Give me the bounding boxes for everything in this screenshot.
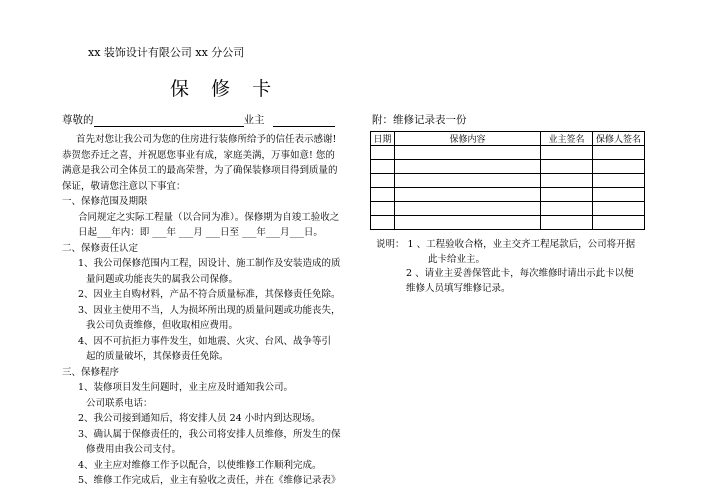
greeting-owner-suffix: 业主 xyxy=(243,114,265,126)
section-line: 5、维修工作完成后，业主有验收之责任，并在《维修记录表》 xyxy=(78,475,341,486)
warranty-body xyxy=(62,132,362,489)
company-name: xx 装饰设计有限公司 xx 分公司 xyxy=(88,46,245,59)
table-row xyxy=(371,188,645,202)
section-line: 4、业主应对维修工作予以配合，以使维修工作顺利完成。 xyxy=(78,459,322,471)
column-header-content: 保修内容 xyxy=(395,132,541,146)
section-heading: 一、保修范围及期限 xyxy=(62,196,148,207)
note-line: 说明： 1 、工程验收合格，业主交齐工程尾款后，公司将开据 xyxy=(376,239,636,250)
owner-name-blank xyxy=(94,114,244,127)
section-line: 公司联系电话： xyxy=(86,397,153,409)
notes-section xyxy=(376,238,635,296)
greeting-line xyxy=(62,112,335,127)
section-line: 2、我公司接到通知后，将安排人员 24 小时内到达现场。 xyxy=(78,413,321,424)
table-row xyxy=(371,216,645,230)
table-header-row xyxy=(371,132,645,146)
note-line: 维修人员填写维修记录。 xyxy=(406,282,511,294)
table-row xyxy=(371,146,645,160)
intro-line: 首先对您让我公司为您的住房进行装修所给予的信任表示感谢! xyxy=(76,134,337,145)
section-line: 3、因业主使用不当，人为损坏所出现的质量问题或功能丧失， xyxy=(78,304,341,316)
section-line: 量问题或功能丧失的属我公司保修。 xyxy=(86,273,239,285)
owner-extra-blank xyxy=(273,114,335,127)
intro-line: 恭贺您乔迁之喜，并祝愿您事业有成，家庭美满，万事如意! 您的 xyxy=(62,149,335,161)
section-line: 起的质量破坏，其保修责任免除。 xyxy=(86,351,229,362)
section-line: 4、因不可抗拒力事件发生，如地震、火灾、台风、战争等引 xyxy=(78,335,332,347)
intro-line: 满意是我公司全体员工的最高荣誉，为了确保装修项目得到质量的 xyxy=(62,165,338,176)
greeting-prefix: 尊敬的 xyxy=(62,114,94,126)
section-line: 日起___年内：即 ___年 ___月 ___日至 ___年___月___日。 xyxy=(78,227,323,238)
section-line: 2、因业主自购材料，产品不符合质量标准，其保修责任免除。 xyxy=(78,289,341,300)
intro-line: 保证，敬请您注意以下事宜： xyxy=(62,180,186,192)
column-header-repairer-signature: 保修人签名 xyxy=(593,132,645,146)
table-row xyxy=(371,174,645,188)
section-heading: 二、保修责任认定 xyxy=(62,242,139,254)
section-line: 1、装修项目发生问题时，业主应及时通知我公司。 xyxy=(78,382,294,393)
attachment-label: 附：维修记录表一份 xyxy=(372,114,467,126)
section-line: 合同规定之实际工程量（以合同为准）。保修期为自竣工验收之 xyxy=(78,211,340,223)
column-header-date: 日期 xyxy=(371,132,395,146)
section-heading: 三、保修程序 xyxy=(62,366,120,378)
section-line: 1、我公司保修范围内工程，因设计、施工制作及安装造成的质 xyxy=(78,258,341,269)
column-header-owner-signature: 业主签名 xyxy=(541,132,593,146)
table-row xyxy=(371,202,645,216)
table-row xyxy=(371,160,645,174)
note-line: 此卡给业主。 xyxy=(428,253,486,265)
section-line: 我公司负责维修，但收取相应费用。 xyxy=(86,320,239,331)
maintenance-record-table xyxy=(370,131,645,230)
section-line: 修费用由我公司支付。 xyxy=(86,444,182,455)
card-title: 保 修 卡 xyxy=(170,78,280,100)
note-line: 2 、请业主妥善保管此卡，每次维修时请出示此卡以便 xyxy=(406,268,634,279)
section-line: 3、确认属于保修责任的，我公司将安排人员维修，所发生的保 xyxy=(78,428,341,440)
